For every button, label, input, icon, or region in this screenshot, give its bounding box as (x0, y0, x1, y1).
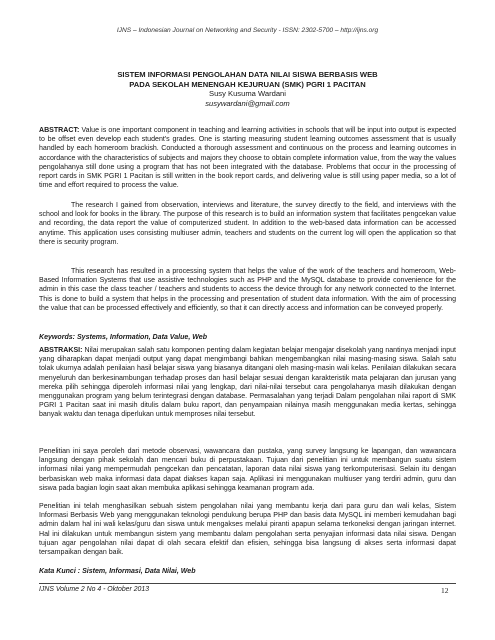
abstract-en-paragraph-3: This research has resulted in a processing system that helps the value of the work of the teachers and homeroom, Web-Based Information Systems that use assistive technologies such as PHP and the MySQL database to provide convenience for the admin in this case the class teacher / teachers and students to access the device through for any network connected to the Internet. This is done to build a system that helps in the processing and presentation of student data information. With the aim of processing the value that can be processed effectively and efficiently, so that it can directly access and information can be conveyed properly. (39, 268, 456, 312)
abstract-id-paragraph-1 (39, 346, 456, 420)
running-header: IJNS – Indonesian Journal on Networking and Security - ISSN: 2302-5700 – http://ijns.org (116, 27, 379, 34)
paper-title-line-1: SISTEM INFORMASI PENGOLAHAN DATA NILAI SISWA BERBASIS WEB (117, 70, 378, 79)
abstract-en-paragraph-1 (39, 126, 456, 190)
abstract-en-lead: ABSTRACT: (39, 127, 80, 134)
abstract-id-paragraph-2: Penelitian ini saya peroleh dari metode observasi, wawancara dan pustaka, yang survey langsung ke lapangan, dan wawancara langsung dengan pihak sekolah dan mencari buku di perpustakaan. Tujuan dari penelitian ini untuk membangun suatu sistem informasi nilai yang mempermudah pengcekan dan pencatatan, laporan data nilai siswa yang terkomputerisasi. Selain itu dengan berbasiskan web maka informasi data dapat diakses kapan saja. Aplikasi ini menggunakan multiuser yang terdiri admin, guru dan siswa pada bagian login saat akan membuka aplikasi sehingga keamanan program ada. (39, 448, 456, 492)
abstract-id-text-1: Nilai merupakan salah satu komponen penting dalam kegiatan belajar mengajar disekolah yang nantinya menjadi input yang diharapkan dapat menjadi output yang dapat mengimbangi bahkan mengembangkan nilai masing-masing siswa. Salah satu tolak ukurnya adalah penilaian hasil belajar siswa yang biasanya ditangani oleh masing-masin wali kelas. Penilaian dilakukan secara menyeluruh dan berkesinambungan terhadap proses dan hasil belajar sesuai dengan karakteristik mata pelajaran dan jurusan yang mereka pilih sehingga diperoleh informasi nilai yang lengkap, dari nilai-nilai tersebut cara pengolahanya masih dilakukan dengan menggunakan program yang belum terintegrasi dengan database. Permasalahan yang terjadi Dalam pengolahan nilai raport di SMK PGRI 1 Pacitan saat ini masih ditulis dalam buku raport, dan penyampaian nilainya masih menggunakan media kertas, sehingga banyak waktu dan tenaga diperlukan untuk memproses nilai tersebut. (39, 347, 456, 419)
footer-volume: IJNS Volume 2 No 4 - Oktober 2013 (39, 586, 150, 593)
abstract-id-paragraph-3: Penelitian ini telah menghasilkan sebuah sistem pengolahan nilai yang membantu kerja dari para guru dan wali kelas, Sistem Informasi Berbasis Web yang menggunakan teknologi pendukung berupa PHP dan basis data MySQL ini memberi kemudahan bagi admin dalam hal ini wali kelas/guru dan siswa untuk mengakses melalui piranti apapun selama terkoneksi dengan jaringan internet. Hal ini dilakukan untuk membangun sistem yang membantu dalam pengolahan serta penyajian informasi data nilai siswa. Dengan tujuan agar pengolahan nilai dapat di olah secara efektif dan efisien, sehingga bisa langsung di akses serta informasi dapat tersampaikan dengan baik. (39, 503, 456, 557)
abstract-en-paragraph-2: The research I gained from observation, interviews and literature, the survey directly to the field, and interviews with the school and look for books in the library. The purpose of this research is to build an information system that facilitates pengcekan value and recording, the data report the value of computerized student. In addition to the web-based data information can be accessed anytime. This application uses consisting multiuser admin, teachers and students on the current log will open the application so that there is security program. (39, 202, 456, 246)
author-email: susywardani@gmail.com (205, 98, 290, 108)
keywords-id: Kata Kunci : Sistem, Informasi, Data Nilai, Web (39, 568, 196, 575)
title-block (0, 70, 495, 108)
abstract-id-lead: ABSTRAKSI: (39, 347, 83, 354)
paper-title-line-2: PADA SEKOLAH MENENGAH KEJURUAN (SMK) PGRI 1 PACITAN (129, 79, 366, 89)
author-name: Susy Kusuma Wardani (209, 89, 286, 99)
footer-rule (39, 583, 456, 584)
page-number: 12 (441, 586, 449, 595)
abstract-en-text-1: Value is one important component in teaching and learning activities in schools that will be input into output is expected to be offset even develop each student's grades. One is starting measuring student learning outcomes assessment that is usually handled by each homeroom brackish. Conducted a thorough assessment and continuous on the process and learning outcomes in accordance with the characteristics of subjects and majors they choose to obtain complete information value, from the way the values pengolahanya still done using a program that has not been integrated with the database. Problems that occur in the processing of report cards in SMK PGRI 1 Pacitan is still written in the book report cards, and delivering value is still using paper media, so a lot of time and effort required to process the value. (39, 127, 456, 190)
keywords-en: Keywords: Systems, Information, Data Value, Web (39, 334, 207, 341)
